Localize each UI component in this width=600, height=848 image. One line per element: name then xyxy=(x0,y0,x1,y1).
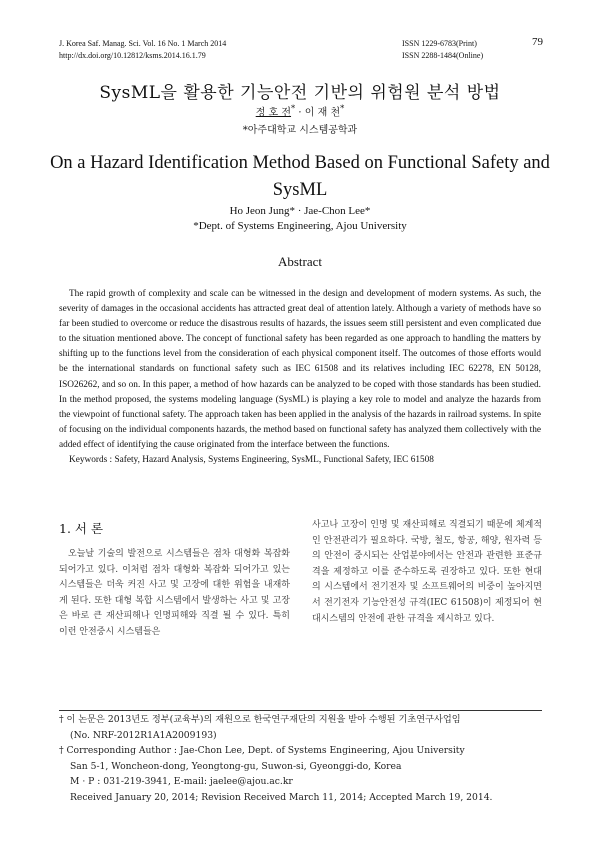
abstract-text: The rapid growth of complexity and scale can be witnessed in the design and development of modern systems. As such, the severity of damages in the occasional accidents has attracted great deal of attention lately. Although a variety of methods have so far been studied to overcome or reduce the disastrous results of hazards, the issues seem still persistent and even complicated due to the situation mentioned above. The concept of functional safety has been regarded as one approach to handling the matters by shifting up to the functions level from the consideration of each physical component itself. The outcomes of those efforts would be the international standards on functional safety such as IEC 61508 and its relatives including IEC 62278, EN 50128, ISO26262, and so on. In this paper, a method of how hazards can be analyzed to be coped with those standards has been studied. In the method proposed, the systems modeling language (SysML) is playing a key role to model and analyze the hazards from the viewpoint of functional safety. The approach taken has been applied in the analysis of the hazards in railroad systems. In spite of focusing on the individual components hazards, the method based on functional safety has analyzed them collectively with the added effect of identifying the cause originated from the interface between the functions. xyxy=(59,289,541,450)
intro-paragraph-left: 오늘날 기술의 발전으로 시스템들은 점차 대형화 복잡화 되어가고 있다. 이처럼 점차 대형화 복잡화 되어가고 있는 시스템들은 더욱 커진 사고 및 고장에 대한 위험을 내재하게 된다. 또한 대형 복합 시스템에서 발생하는 사고 및 고장은 바로 큰 재산피해나 인명피해와 직결 될 수 있다. 특히 이런 안전중시 시스템들은 xyxy=(59,549,290,637)
journal-citation: J. Korea Saf. Manag. Sci. Vol. 16 No. 1 March 2014 xyxy=(59,39,227,48)
abstract-heading: Abstract xyxy=(277,254,323,269)
footnotes xyxy=(59,712,549,805)
author-1-mark: * xyxy=(291,103,296,113)
author-contact[interactable]: M · P : 031-219-3941, E-mail: jaelee@ajou.ac.kr xyxy=(70,776,293,787)
footnote-divider xyxy=(59,710,542,711)
issn-block xyxy=(402,38,483,62)
author-2-korean: 이 재 천 xyxy=(304,107,341,119)
affiliation-korean: *아주대학교 시스템공학과 xyxy=(242,125,358,136)
corresponding-author: † Corresponding Author : Jae-Chon Lee, Dept. of Systems Engineering, Ajou University xyxy=(59,745,465,756)
title-korean: SysML을 활용한 기능안전 기반의 위험원 분석 방법 xyxy=(99,83,501,103)
page-number: 79 xyxy=(532,36,543,48)
grant-number: (No. NRF-2012R1A1A2009193) xyxy=(70,729,217,741)
abstract xyxy=(59,287,541,468)
author-address: San 5-1, Woncheon-dong, Yeongtong-gu, Suwon-si, Gyeonggi-do, Korea xyxy=(70,760,402,772)
received-dates: Received January 20, 2014; Revision Received March 11, 2014; Accepted March 19, 2014. xyxy=(70,791,493,803)
issn-print: ISSN 1229-6783(Print) xyxy=(402,39,477,48)
journal-header xyxy=(59,38,226,62)
body-column-left xyxy=(59,547,290,641)
affiliation-english: *Dept. of Systems Engineering, Ajou University xyxy=(193,220,407,232)
section-heading: 1. 서 론 xyxy=(59,521,104,536)
issn-online: ISSN 2288-1484(Online) xyxy=(402,51,484,60)
doi-link[interactable]: http://dx.doi.org/10.12812/ksms.2014.16.1.79 xyxy=(59,51,206,60)
authors-english: Ho Jeon Jung* · Jae-Chon Lee* xyxy=(229,205,371,217)
intro-paragraph-right: 사고나 고장이 인명 및 재산피해로 직결되기 때문에 체계적인 안전관리가 필요하다. 국방, 철도, 항공, 해양, 원자력 등의 안전이 중시되는 산업분야에서는 안전과 관련한 표준규격을 제정하고 이를 준수하도록 권장하고 있다. 또한 현대의 시스템에서 전기전자 및 소프트웨어의 비중이 높아지면서 전기전자 기능안전성 규격(IEC 61508)이 제정되어 현대시스템의 안전에 관한 규격을 제시하고 있다. xyxy=(312,520,542,624)
title-english: On a Hazard Identification Method Based on Functional Safety and SysML xyxy=(50,153,550,200)
keywords: Keywords : Safety, Hazard Analysis, Systems Engineering, SysML, Functional Safety, IEC 61508 xyxy=(69,455,434,466)
authors-korean xyxy=(0,103,600,118)
funding-note: † 이 논문은 2013년도 정부(교육부)의 재원으로 한국연구재단의 지원을 받아 수행된 기초연구사업임 xyxy=(59,714,461,725)
author-1-korean: 정 호 전 xyxy=(255,107,292,119)
author-separator: · xyxy=(298,107,302,119)
author-2-mark: * xyxy=(340,103,345,113)
body-column-right xyxy=(312,518,542,627)
